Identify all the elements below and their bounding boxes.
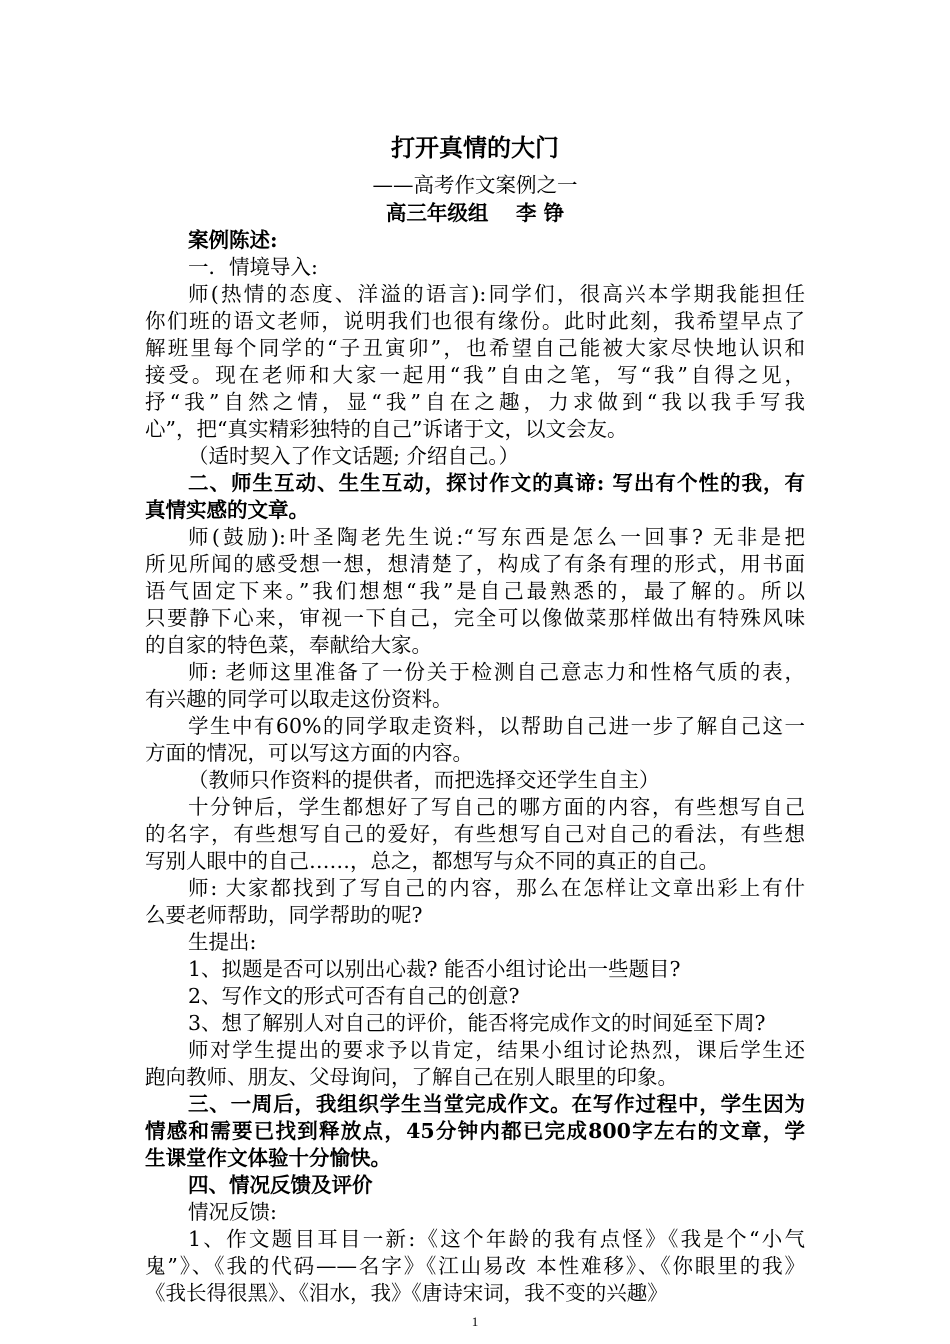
doc-author: 高三年级组 李 铮 <box>385 201 565 225</box>
paragraph-line: 师(热情的态度、洋溢的语言):同学们，很高兴本学期我能担任 <box>188 282 805 306</box>
paragraph-line: 抒“我”自然之情，显“我”自在之趣，力求做到“我以我手写我 <box>145 390 805 414</box>
page-number: 1 <box>471 1314 479 1329</box>
section-heading: 情感和需要已找到释放点，45分钟内都已完成800字左右的文章，学 <box>145 1119 805 1143</box>
paragraph-line: 学生中有60%的同学取走资料，以帮助自己进一步了解自己这一 <box>188 714 805 738</box>
section-heading: 四、情况反馈及评价 <box>188 1173 373 1197</box>
paragraph-line: （适时契入了作文话题; 介绍自己。） <box>188 444 520 468</box>
paragraph-line: 有兴趣的同学可以取走这份资料。 <box>145 687 453 711</box>
paragraph-line: 师(鼓励):叶圣陶老先生说:“写东西是怎么一回事? 无非是把 <box>188 525 805 549</box>
paragraph-line: 鬼”》、《我的代码——名字》《江山易改 本性难移》、《你眼里的我》 <box>145 1254 805 1278</box>
list-item: 2、写作文的形式可否有自己的创意? <box>188 984 520 1008</box>
paragraph-line: 的自家的特色菜，奉献给大家。 <box>145 633 432 657</box>
paragraph-line: 只要静下心来，审视一下自己，完全可以像做菜那样做出有特殊风味 <box>145 606 805 630</box>
list-item: 3、想了解别人对自己的评价，能否将完成作文的时间延至下周? <box>188 1011 766 1035</box>
paragraph-line: 么要老师帮助，同学帮助的呢? <box>145 903 423 927</box>
paragraph-line: 生提出: <box>188 930 257 954</box>
paragraph-line: 你们班的语文老师，说明我们也很有缘份。此时此刻，我希望早点了 <box>145 309 805 333</box>
paragraph-line: 方面的情况，可以写这方面的内容。 <box>145 741 473 765</box>
paragraph-line: 写别人眼中的自己……，总之，都想写与众不同的真正的自己。 <box>145 849 719 873</box>
subsection-heading: 一．情境导入: <box>188 255 318 279</box>
section-heading: 三、一周后，我组织学生当堂完成作文。在写作过程中，学生因为 <box>188 1092 805 1116</box>
section-heading: 真情实感的文章。 <box>145 498 309 522</box>
paragraph-line: 十分钟后，学生都想好了写自己的哪方面的内容，有些想写自己 <box>188 795 805 819</box>
paragraph-line: 《我长得很黑》、《泪水，我》《唐诗宋词，我不变的兴趣》 <box>145 1281 668 1305</box>
paragraph-line: 接受。现在老师和大家一起用“我”自由之笔，写“我”自得之见， <box>145 363 805 387</box>
list-item: 1、拟题是否可以别出心裁? 能否小组讨论出一些题目? <box>188 957 681 981</box>
paragraph-line: （教师只作资料的提供者，而把选择交还学生自主） <box>188 768 660 792</box>
section-heading: 案例陈述: <box>188 228 278 252</box>
paragraph-line: 情况反馈: <box>188 1200 277 1224</box>
paragraph-line: 师: 大家都找到了写自己的内容，那么在怎样让文章出彩上有什 <box>188 876 805 900</box>
paragraph-line: 语气固定下来。”我们想想“我”是自己最熟悉的，最了解的。所以 <box>145 579 805 603</box>
paragraph-line: 师对学生提出的要求予以肯定，结果小组讨论热烈，课后学生还 <box>188 1038 805 1062</box>
paragraph-line: 所见所闻的感受想一想，想清楚了，构成了有条有理的形式，用书面 <box>145 552 805 576</box>
doc-subtitle: ——高考作文案例之一 <box>372 173 578 197</box>
paragraph-line: 心”，把“真实精彩独特的自己”诉诸于文，以文会友。 <box>145 417 628 441</box>
list-item: 1、作文题目耳目一新:《这个年龄的我有点怪》《我是个“小气 <box>188 1227 805 1251</box>
paragraph-line: 解班里每个同学的“子丑寅卯”，也希望自己能被大家尽快地认识和 <box>145 336 805 360</box>
section-heading: 生课堂作文体验十分愉快。 <box>145 1146 391 1170</box>
paragraph-line: 师: 老师这里准备了一份关于检测自己意志力和性格气质的表， <box>188 660 805 684</box>
paragraph-line: 的名字，有些想写自己的爱好，有些想写自己对自己的看法，有些想 <box>145 822 805 846</box>
doc-title: 打开真情的大门 <box>391 133 559 162</box>
paragraph-line: 跑向教师、朋友、父母询问，了解自己在别人眼里的印象。 <box>145 1065 678 1089</box>
section-heading: 二、师生互动、生生互动，探讨作文的真谛: 写出有个性的我，有 <box>188 471 805 495</box>
